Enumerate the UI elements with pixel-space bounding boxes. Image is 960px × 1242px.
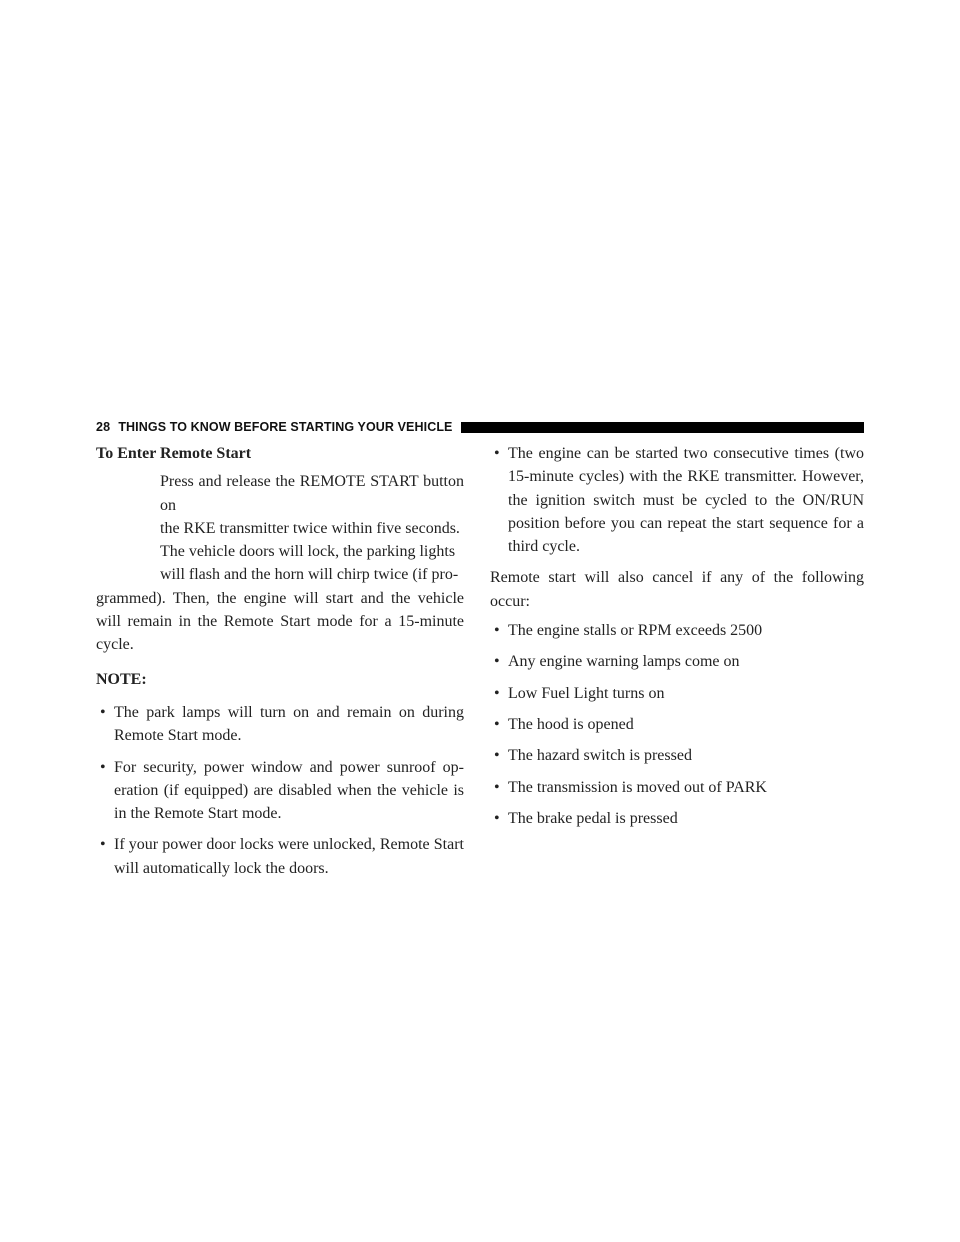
intro-line: the RKE transmitter twice within five seconds. (160, 519, 460, 537)
cancel-intro: Remote start will also cancel if any of the following occur: (490, 569, 864, 610)
left-column (96, 442, 464, 888)
bullet-icon: • (100, 836, 106, 854)
bullet-icon: • (494, 622, 500, 640)
list-item: • The transmission is moved out of PARK (490, 776, 864, 799)
bullet-icon: • (494, 809, 500, 827)
cancel-list (490, 619, 864, 830)
bullet-icon: • (494, 747, 500, 765)
top-list (490, 442, 864, 558)
bullet-icon: • (494, 653, 500, 671)
list-item: • The engine stalls or RPM exceeds 2500 (490, 619, 864, 642)
list-item: • The hood is opened (490, 713, 864, 736)
list-item: • The brake pedal is pressed (490, 807, 864, 830)
header-rule (461, 422, 865, 433)
right-column (490, 442, 864, 838)
bullet-icon: • (100, 758, 106, 776)
list-item: • The engine can be started two consecutive times (two 15-minute cycles) with the RKE transmitter. However, the ignition switch must be cycled to the ON/RUN position before you can repeat the start sequence for a third cycle. (490, 442, 864, 558)
bullet-icon: • (494, 715, 500, 733)
page-number: 28 (96, 420, 111, 434)
bullet-icon: • (100, 703, 106, 721)
note-list (96, 701, 464, 880)
bullet-icon: • (494, 445, 500, 462)
intro-line: will flash and the horn will chirp twice (if pro- (160, 566, 459, 584)
intro-continued: grammed). Then, the engine will start and the vehicle will remain in the Remote Start mode for a 15-minute cycle. (96, 589, 464, 654)
bullet-icon: • (494, 778, 500, 796)
list-item: • Any engine warning lamps come on (490, 650, 864, 673)
intro-paragraph (96, 470, 464, 656)
page-header (96, 417, 864, 437)
intro-line: Press and release the REMOTE START button on (160, 473, 464, 514)
intro-line: The vehicle doors will lock, the parking lights (160, 543, 456, 561)
note-label: NOTE: (96, 670, 147, 688)
list-item: • Low Fuel Light turns on (490, 682, 864, 705)
section-heading: To Enter Remote Start (96, 445, 252, 462)
list-item: • If your power door locks were unlocked, Remote Start will automatically lock the doors. (96, 833, 464, 880)
list-item: • The hazard switch is pressed (490, 744, 864, 767)
list-item: • The park lamps will turn on and remain on during Remote Start mode. (96, 701, 464, 748)
list-item: • For security, power window and power sunroof op- eration (if equipped) are disabled when the vehicle is in the Remote Start mode. (96, 756, 464, 826)
running-title: THINGS TO KNOW BEFORE STARTING YOUR VEHICLE (118, 420, 453, 434)
bullet-icon: • (494, 684, 500, 702)
